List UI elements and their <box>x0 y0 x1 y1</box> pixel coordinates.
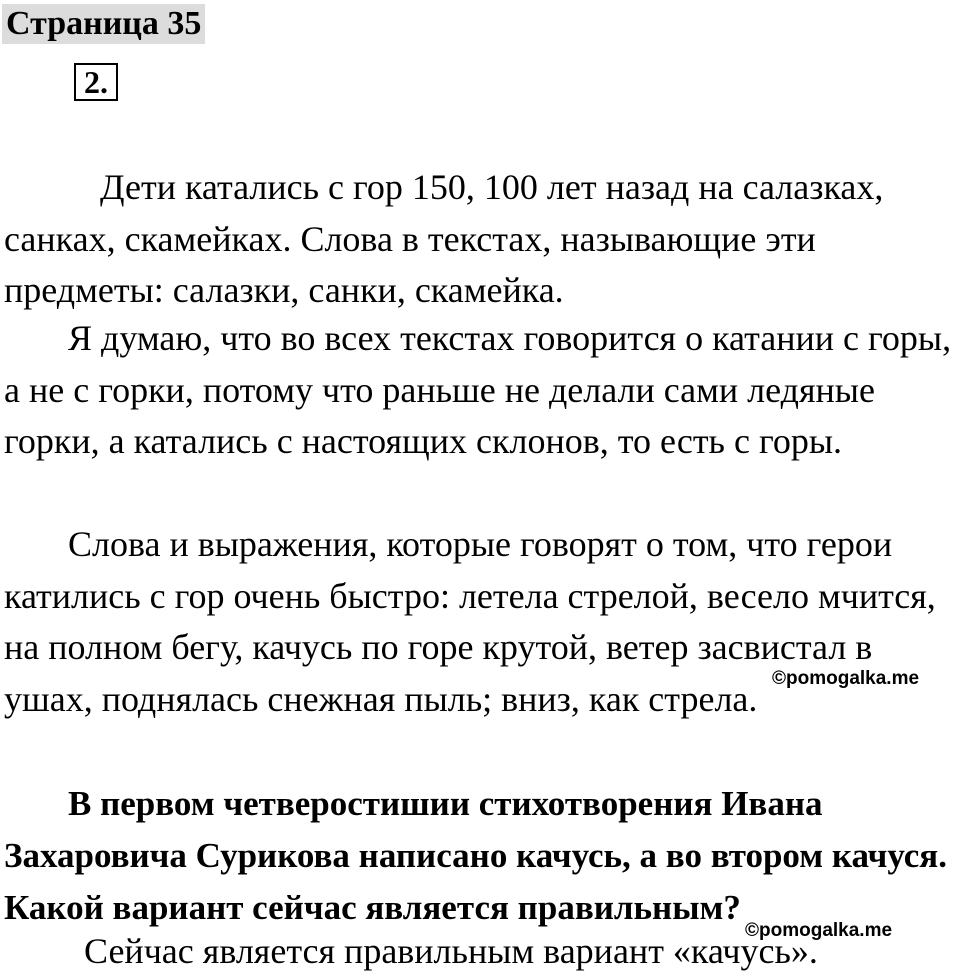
watermark: ©pomogalka.me <box>745 920 893 941</box>
page-header: Страница 35 <box>2 4 205 44</box>
paragraph-1: Дети катались с гор 150, 100 лет назад на салазках, санках, скамейках. Слова в текстах, называющие эти предметы: салазки, санки, скамейка. <box>4 167 884 310</box>
answer-text: Сейчас является правильным вариант «качусь». <box>84 931 818 971</box>
paragraph-2: Я думаю, что во всех текстах говорится о катании с горы, а не с горки, потому что раньше не делали сами ледяные горки, а катались с настоящих склонов, то есть с горы. <box>4 318 952 461</box>
question-text: В первом четверостишии стихотворения Ивана Захаровича Сурикова написано качусь, а во втором качуся. Какой вариант сейчас является правильным? <box>4 784 947 927</box>
task-number: 2. <box>74 63 118 101</box>
watermark: ©pomogalka.me <box>772 668 920 689</box>
paragraph-3: Слова и выражения, которые говорят о том, что герои катились с гор очень быстро: летела стрелой, весело мчится, на полном бегу, качусь по горе крутой, ветер засвистал в ушах, поднялась снежная пыль; вниз, как стрела. <box>4 524 936 719</box>
